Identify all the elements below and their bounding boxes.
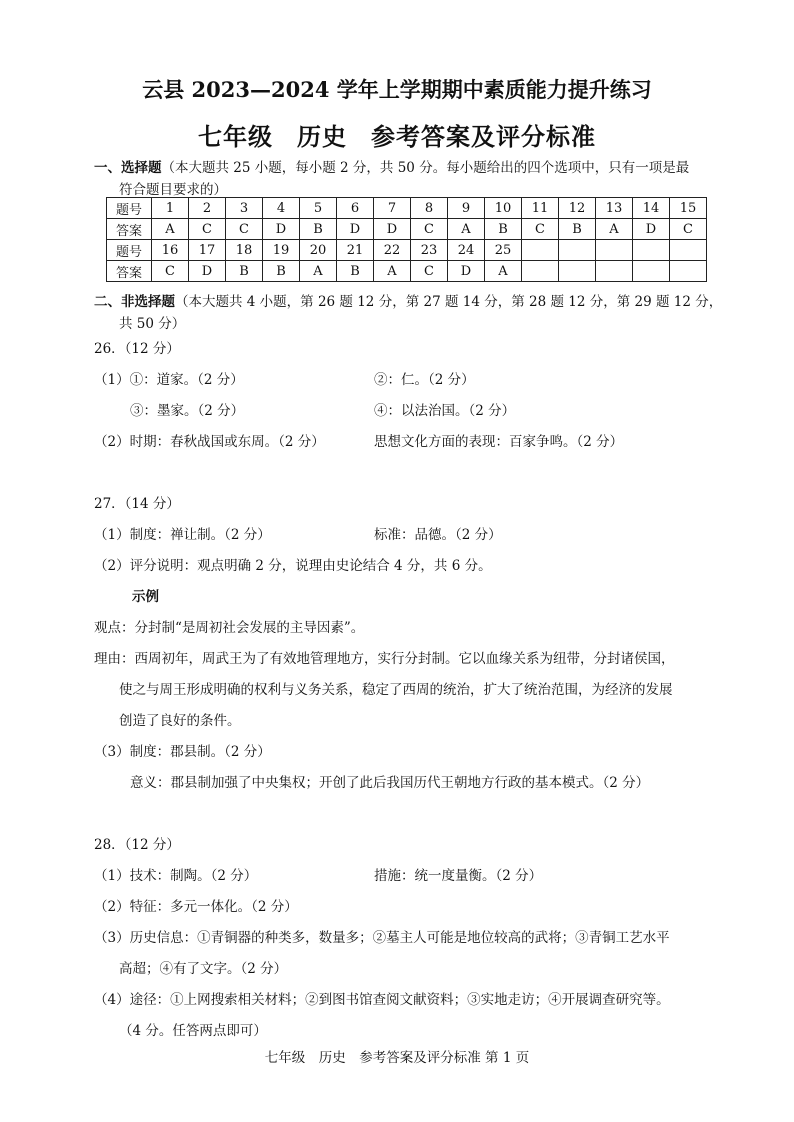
doc-type-label: 参考答案及评分标准 <box>371 122 596 151</box>
answer-letter-cell: A <box>374 261 411 282</box>
document-subtitle <box>0 117 794 152</box>
answer-letter-cell <box>522 261 559 282</box>
q27-line1a: （1）制度：禅让制。（2 分） <box>94 527 271 543</box>
answer-letter-cell: D <box>189 261 226 282</box>
question-number-cell: 13 <box>596 198 633 219</box>
answer-letter-cell: B <box>226 261 263 282</box>
section2-note: （本大题共 4 小题，第 26 题 12 分，第 27 题 14 分，第 28 题 12 分，第 29 题 12 分， <box>175 294 723 310</box>
q27-line4: 意义：郡县制加强了中央集权；开创了此后我国历代王朝地方行政的基本模式。（2 分） <box>130 775 650 791</box>
answer-letter-cell: D <box>263 219 300 240</box>
answer-letter-cell: A <box>152 219 189 240</box>
question-number-cell: 21 <box>337 240 374 261</box>
q26-line2a: ③：墨家。（2 分） <box>130 403 245 419</box>
table-row <box>107 261 707 282</box>
answer-letter-cell: D <box>448 261 485 282</box>
answer-letter-cell: B <box>263 261 300 282</box>
q27-line1b: 标准：品德。（2 分） <box>374 527 502 543</box>
question-number-cell: 11 <box>522 198 559 219</box>
q27-line2: （2）评分说明：观点明确 2 分，说理由史论结合 4 分，共 6 分。 <box>94 558 492 574</box>
subject-label: 历史 <box>297 122 347 151</box>
table-row <box>107 219 707 240</box>
question-number-cell: 6 <box>337 198 374 219</box>
question-number-cell: 9 <box>448 198 485 219</box>
question-number-cell: 5 <box>300 198 337 219</box>
answer-letter-cell: D <box>633 219 670 240</box>
section2-heading: 二、非选择题 <box>94 294 175 310</box>
q26-line3b: 思想文化方面的表现：百家争鸣。（2 分） <box>374 434 624 450</box>
q28-line4-cont: （4 分。任答两点即可） <box>119 1023 267 1039</box>
question-number-cell <box>522 240 559 261</box>
document-title: 云县 2023—2024 学年上学期期中素质能力提升练习 <box>142 77 652 102</box>
q27-view: 观点：分封制“是周初社会发展的主导因素”。 <box>94 620 365 636</box>
answer-letter-cell: A <box>485 261 522 282</box>
answer-letter-cell <box>559 261 596 282</box>
question-number-cell <box>670 240 707 261</box>
answer-letter-cell: C <box>411 261 448 282</box>
page-footer: 七年级 历史 参考答案及评分标准 第 1 页 <box>264 1050 530 1066</box>
q26-line1a: （1）①：道家。（2 分） <box>94 372 244 388</box>
question-number-cell: 22 <box>374 240 411 261</box>
question-number-cell: 12 <box>559 198 596 219</box>
question-number-cell: 2 <box>189 198 226 219</box>
row-header-cell: 题号 <box>107 240 152 261</box>
answer-letter-cell: D <box>374 219 411 240</box>
q26-line2b: ④：以法治国。（2 分） <box>374 403 516 419</box>
answer-letter-cell: C <box>411 219 448 240</box>
question-number-cell: 7 <box>374 198 411 219</box>
q28-line1b: 措施：统一度量衡。（2 分） <box>374 868 543 884</box>
q28-line1a: （1）技术：制陶。（2 分） <box>94 868 258 884</box>
q28-line2: （2）特征：多元一体化。（2 分） <box>94 899 298 915</box>
section1-note: （本大题共 25 小题，每小题 2 分，共 50 分。每小题给出的四个选项中，只有一项是最 <box>161 160 690 176</box>
question-number-cell: 14 <box>633 198 670 219</box>
row-header-cell: 答案 <box>107 219 152 240</box>
answer-letter-cell: D <box>337 219 374 240</box>
question-number-cell: 24 <box>448 240 485 261</box>
question-number-cell: 4 <box>263 198 300 219</box>
q27-example-label: 示例 <box>132 589 159 605</box>
table-row <box>107 240 707 261</box>
q27-reason-3: 创造了良好的条件。 <box>119 713 241 729</box>
question-number-cell: 17 <box>189 240 226 261</box>
answer-letter-cell: C <box>152 261 189 282</box>
section1-intro <box>94 156 689 176</box>
answer-letter-cell: C <box>189 219 226 240</box>
grade-label: 七年级 <box>198 122 273 151</box>
answer-letter-cell <box>670 261 707 282</box>
question-number-cell <box>633 240 670 261</box>
q26-line1b: ②：仁。（2 分） <box>374 372 475 388</box>
q28-line4: （4）途径：①上网搜索相关材料；②到图书馆查阅文献资料；③实地走访；④开展调查研究等。 <box>94 992 670 1008</box>
answer-letter-cell: C <box>670 219 707 240</box>
answer-letter-cell: B <box>559 219 596 240</box>
q28-line3: （3）历史信息：①青铜器的种类多，数量多；②墓主人可能是地位较高的武将；③青铜工艺水平 <box>94 930 670 946</box>
question-number-cell: 25 <box>485 240 522 261</box>
answer-letter-cell <box>596 261 633 282</box>
q26-line3a: （2）时期：春秋战国或东周。（2 分） <box>94 434 325 450</box>
question-number-cell: 8 <box>411 198 448 219</box>
section2-intro <box>94 290 722 310</box>
answer-letter-cell: C <box>226 219 263 240</box>
q27-reason-2: 使之与周王形成明确的权利与义务关系，稳定了西周的统治，扩大了统治范围，为经济的发展 <box>119 682 673 698</box>
q26-title: 26．（12 分） <box>94 341 180 357</box>
answer-letter-cell: B <box>300 219 337 240</box>
q28-line3-cont: 高超；④有了文字。（2 分） <box>119 961 288 977</box>
row-header-cell: 答案 <box>107 261 152 282</box>
question-number-cell: 16 <box>152 240 189 261</box>
question-number-cell: 3 <box>226 198 263 219</box>
section2-note-cont: 共 50 分） <box>119 316 186 332</box>
answer-table <box>106 197 707 282</box>
q27-line3: （3）制度：郡县制。（2 分） <box>94 744 271 760</box>
question-number-cell <box>559 240 596 261</box>
answer-letter-cell <box>633 261 670 282</box>
question-number-cell: 15 <box>670 198 707 219</box>
section1-heading: 一、选择题 <box>94 160 162 176</box>
question-number-cell: 19 <box>263 240 300 261</box>
question-number-cell: 18 <box>226 240 263 261</box>
row-header-cell: 题号 <box>107 198 152 219</box>
question-number-cell: 10 <box>485 198 522 219</box>
answer-letter-cell: C <box>522 219 559 240</box>
question-number-cell <box>596 240 633 261</box>
answer-letter-cell: B <box>485 219 522 240</box>
answer-letter-cell: A <box>596 219 633 240</box>
q27-title: 27．（14 分） <box>94 496 180 512</box>
q28-title: 28．（12 分） <box>94 837 180 853</box>
answer-letter-cell: A <box>448 219 485 240</box>
question-number-cell: 23 <box>411 240 448 261</box>
q27-reason-1: 理由：西周初年，周武王为了有效地管理地方，实行分封制。它以血缘关系为纽带，分封诸侯国， <box>94 651 675 667</box>
question-number-cell: 20 <box>300 240 337 261</box>
section1-note-cont: 符合题目要求的） <box>119 182 227 198</box>
question-number-cell: 1 <box>152 198 189 219</box>
answer-letter-cell: A <box>300 261 337 282</box>
table-row <box>107 198 707 219</box>
answer-letter-cell: B <box>337 261 374 282</box>
